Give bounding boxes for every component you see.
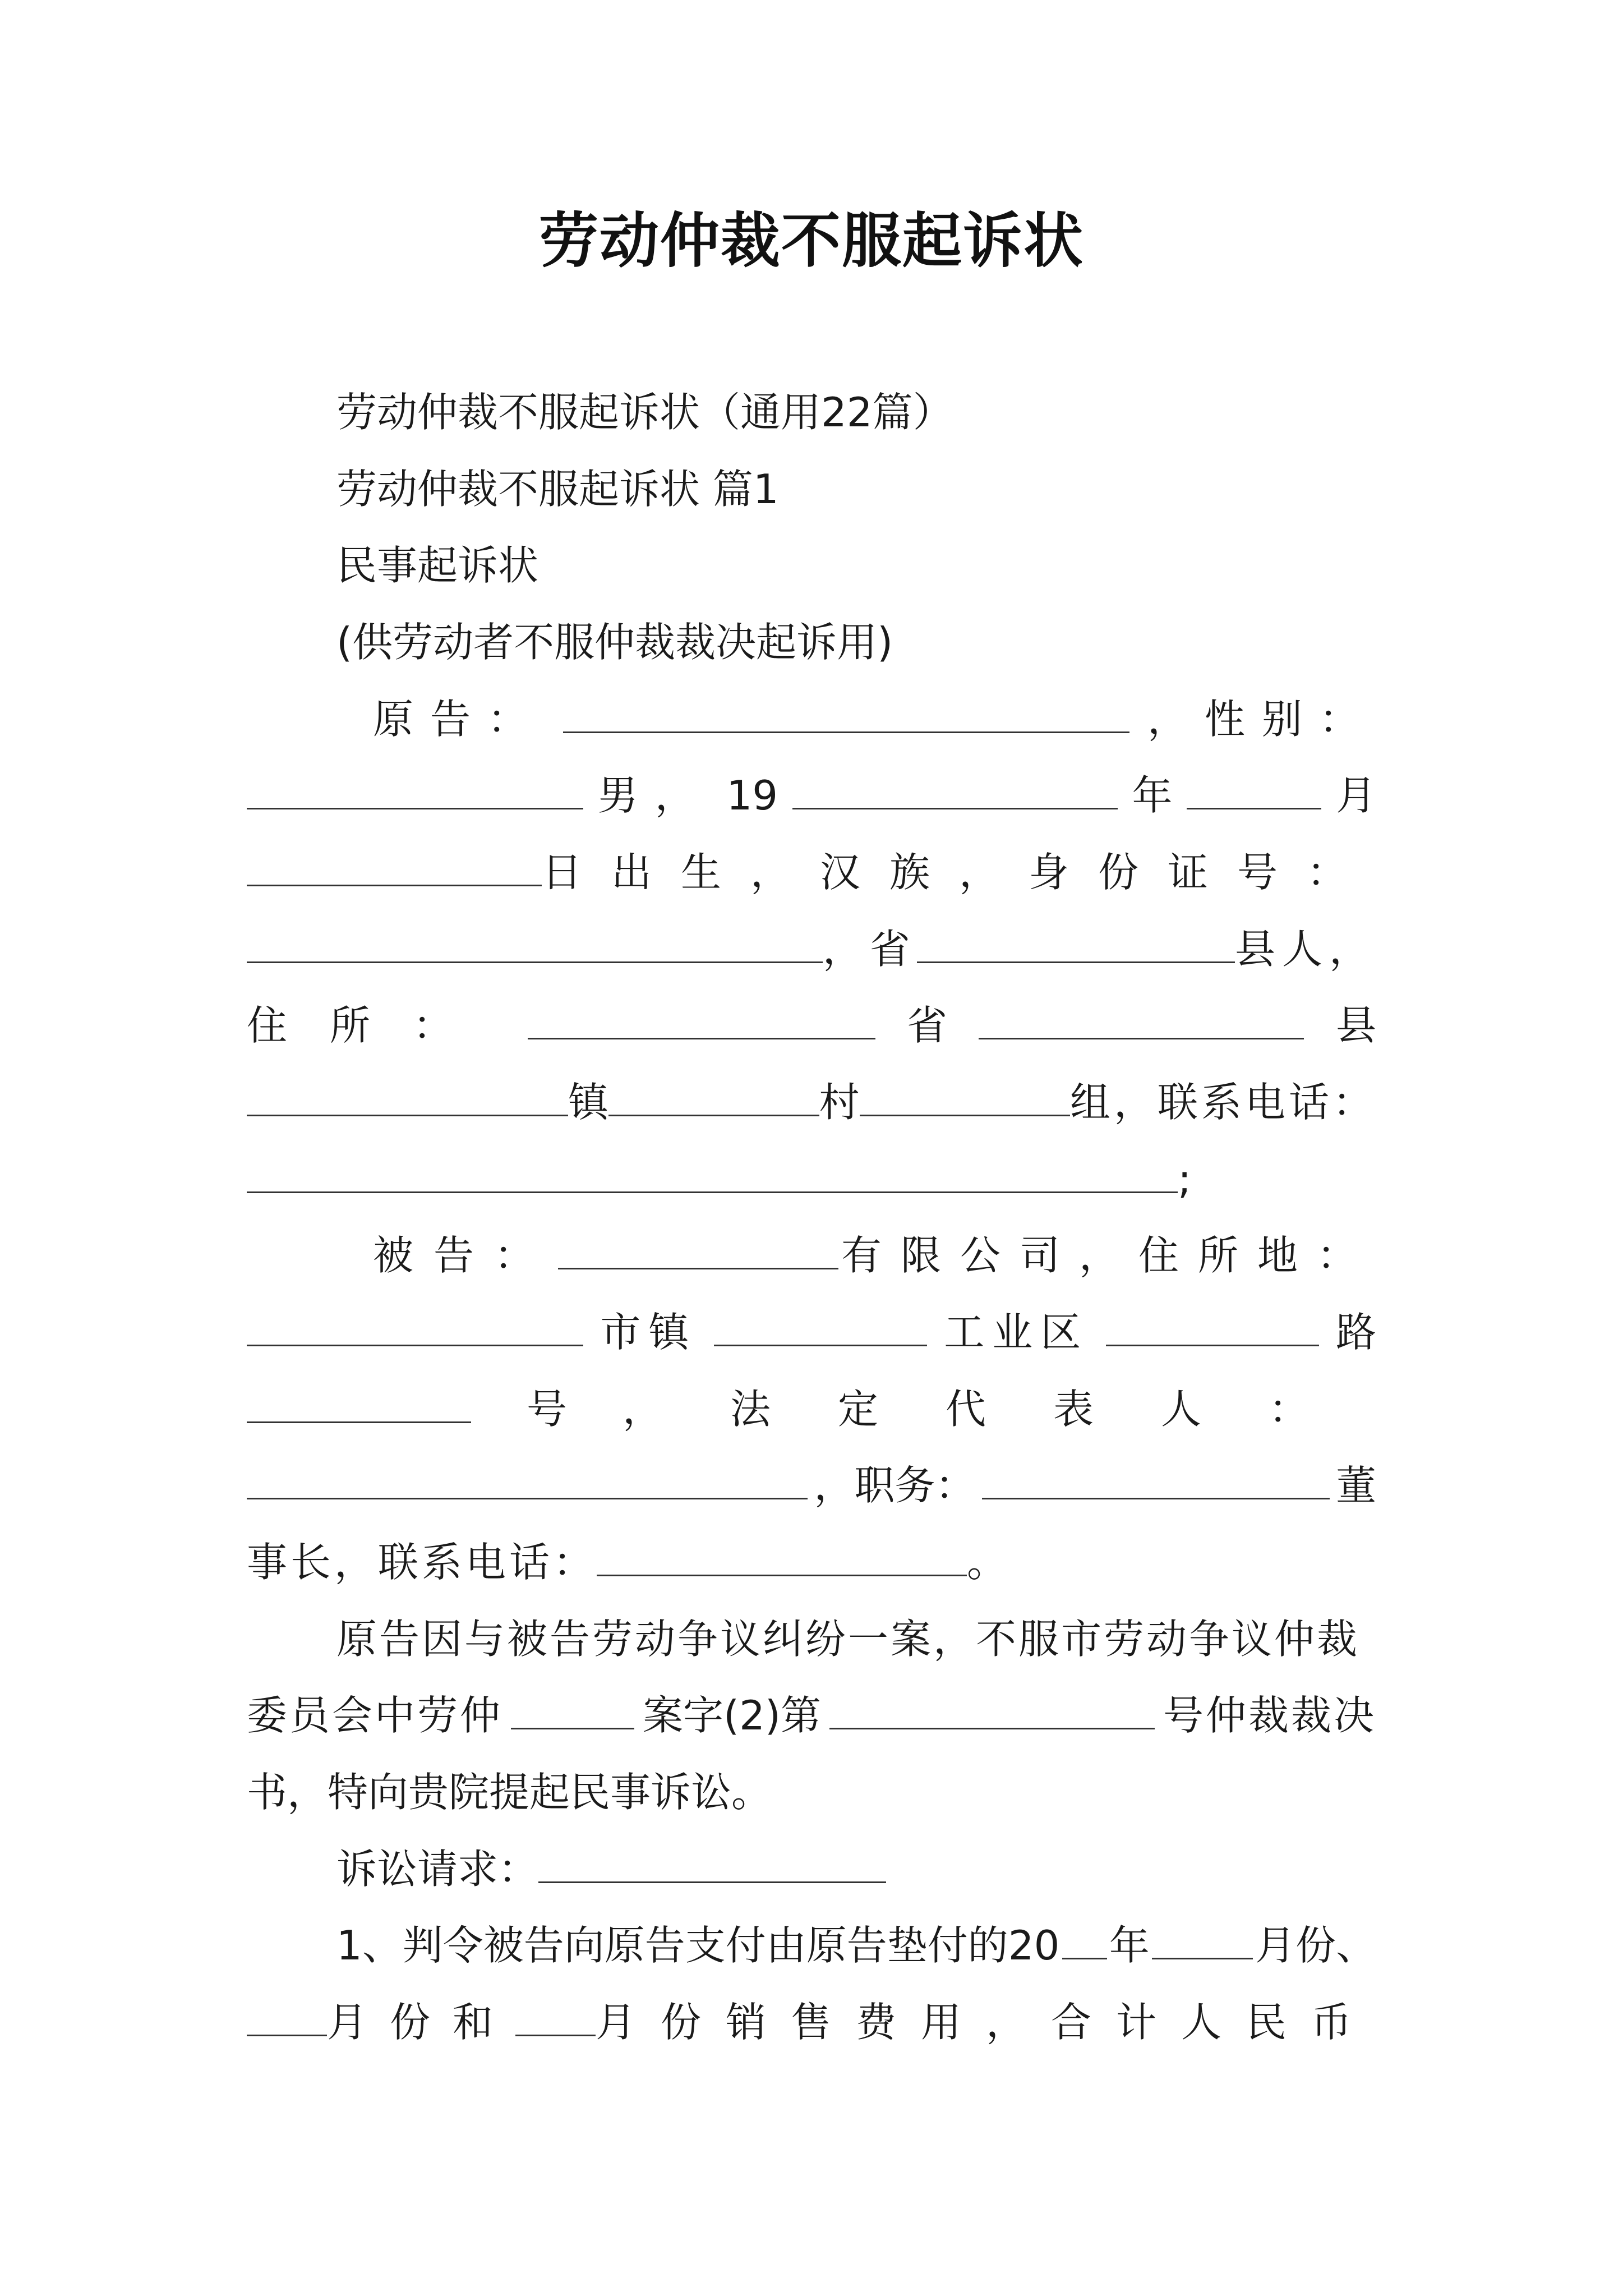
facts-line-3: 书，特向贵院提起民事诉讼。 [247, 1769, 772, 1816]
id-number-blank [247, 922, 823, 963]
residence-label: 住所： [247, 1002, 496, 1049]
defendant-line-3 [247, 1381, 1376, 1437]
company-address-label: 有限公司，住所地： [841, 1232, 1376, 1279]
plaintiff-line-7 [247, 1151, 1376, 1207]
facts-line-2a: 委员会中劳仲 [247, 1692, 503, 1739]
legal-rep-blank [247, 1458, 808, 1499]
city-town: 市镇 [600, 1309, 697, 1356]
province-comma: ，省 [822, 926, 917, 973]
native-county-blank [917, 922, 1235, 963]
province-char: 省 [906, 1002, 947, 1049]
claim-item-1b: 年 [1109, 1922, 1150, 1969]
legal-rep-label: ，法定代表人： [622, 1386, 1376, 1433]
claim-item-1-line-2 [247, 1994, 1376, 2050]
plaintiff-line-5 [247, 997, 1376, 1053]
claim-month-blank-1 [1152, 1918, 1253, 1959]
gender-label: ，性别： [1147, 696, 1376, 743]
semicolon: ; [1178, 1156, 1192, 1203]
defendant-phone-blank [597, 1535, 967, 1576]
residence-county-blank [979, 999, 1304, 1039]
birth-suffix: 日出生，汉族，身份证号： [541, 849, 1376, 896]
number-char: 号 [526, 1386, 567, 1433]
document-title: 劳动仲裁不服起诉状 [539, 205, 1084, 275]
claim-month-blank-2 [247, 1995, 327, 2036]
gender-blank [247, 769, 583, 809]
claims-line [336, 1841, 1376, 1897]
chairman-char: 董 [1335, 1462, 1376, 1509]
group-phone-label: 组，联系电话： [1069, 1079, 1376, 1126]
plaintiff-label: 原告： [373, 696, 545, 743]
defendant-line-2 [247, 1304, 1376, 1360]
county-char: 县 [1335, 1002, 1376, 1049]
collection-title: 劳动仲裁不服起诉状（通用22篇） [336, 389, 953, 436]
claim-item-1e: 月份销售费用，合计人民币 [595, 1999, 1376, 2046]
claim-item-1-line-1 [336, 1917, 1376, 1973]
industrial-zone: 工业区 [944, 1309, 1089, 1356]
birth-year-blank [792, 769, 1118, 809]
defendant-line-1 [373, 1227, 1376, 1283]
plaintiff-line-4 [247, 921, 1376, 977]
gender-value: 男， [597, 772, 712, 819]
facts-line-2c: 号仲裁裁决 [1163, 1692, 1376, 1739]
case-number-blank [829, 1688, 1155, 1729]
village-char: 村 [819, 1079, 860, 1126]
village-blank [608, 1075, 819, 1116]
birth-prefix: 19 [726, 772, 778, 819]
plaintiff-line-1 [373, 691, 1376, 747]
plaintiff-line-2 [247, 767, 1376, 823]
doc-type: 民事起诉状 [336, 542, 539, 589]
claims-label: 诉讼请求： [336, 1846, 539, 1893]
claim-month-blank-3 [515, 1995, 596, 2036]
purpose-note: (供劳动者不服仲裁裁决起诉用) [336, 619, 893, 666]
town-char: 镇 [568, 1079, 609, 1126]
claims-blank [538, 1842, 886, 1883]
company-name-blank [558, 1228, 838, 1269]
town-blank [247, 1075, 568, 1116]
road-blank [1106, 1305, 1319, 1346]
claim-year-blank [1062, 1918, 1107, 1959]
county-person: 县人， [1234, 926, 1376, 973]
claim-item-1c: 月份、 [1255, 1922, 1376, 1969]
road-char: 路 [1335, 1309, 1376, 1356]
plaintiff-line-6 [247, 1074, 1376, 1130]
zone-blank [714, 1305, 927, 1346]
residence-province-blank [528, 999, 875, 1039]
number-blank [247, 1382, 471, 1423]
year-char: 年 [1132, 772, 1173, 819]
claim-item-1a: 1、判令被告向原告支付由原告垫付的20 [336, 1922, 1060, 1969]
birth-day-blank [247, 845, 542, 886]
plaintiff-name-blank [563, 692, 1129, 733]
claim-item-1d: 月份和 [326, 1999, 515, 2046]
defendant-line-4 [247, 1457, 1376, 1513]
case-word-blank [511, 1688, 634, 1729]
plaintiff-phone-blank [247, 1152, 1178, 1193]
defendant-line-5 [247, 1534, 1376, 1590]
position-blank [982, 1458, 1330, 1499]
period: 。 [967, 1539, 1008, 1586]
defendant-label: 被告： [373, 1232, 555, 1279]
plaintiff-line-3 [247, 844, 1376, 900]
facts-line-2b: 案字(2)第 [642, 1692, 821, 1739]
group-blank [860, 1075, 1070, 1116]
facts-line-1: 原告因与被告劳动争议纠纷一案，不服市劳动争议仲裁 [336, 1616, 1360, 1663]
chairman-phone-label: 事长，联系电话： [247, 1539, 597, 1586]
month-char: 月 [1335, 772, 1376, 819]
birth-month-blank [1187, 769, 1321, 809]
facts-line-2 [247, 1687, 1376, 1743]
position-label: ，职务： [814, 1462, 976, 1509]
city-blank [247, 1305, 583, 1346]
article-heading: 劳动仲裁不服起诉状 篇1 [336, 466, 779, 513]
